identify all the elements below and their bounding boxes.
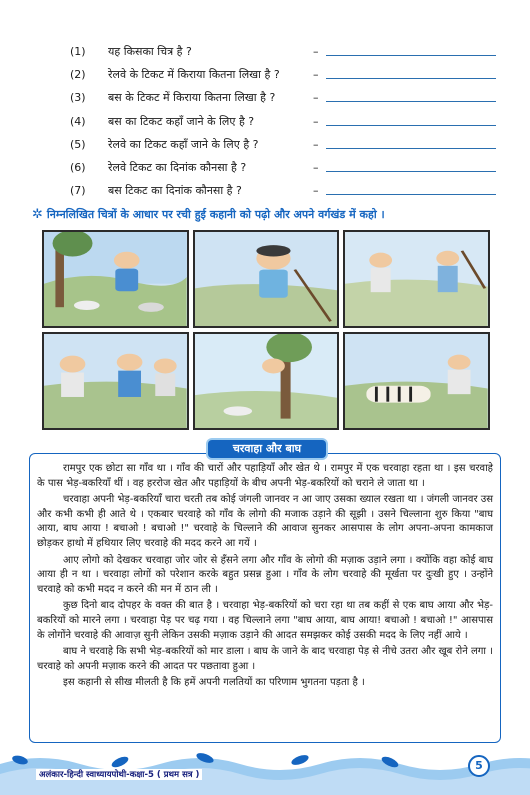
answer-line[interactable] (326, 148, 496, 149)
illustration-villagers-running (345, 232, 488, 326)
story-paragraph: कुछ दिनो बाद दोपहर के वक्त की बात है । चरवाहा भेड़-बकरियों को चरा रहा था तब कहीं से एक बाघ आया और भेड़-बकरियों को मारने लगा । चरवाहा पेड़ पर चढ़ गया । वह चिल्लाने लगा "बाघ आया, बाघ आया! बचाओ ! बचाओ !" आसपास के लोगोंने चरवाहे की आवाज़ सुनी लेकिन उसकी मज़ाक उड़ाने की आदत समझकर कोई उसकी मदद के लिए नहीं आये । (37, 600, 493, 641)
answer-line[interactable] (326, 125, 496, 126)
question-row (70, 179, 510, 202)
question-row (70, 110, 510, 133)
question-text: बस के टिकट में किराया कितना लिखा है ? (108, 91, 276, 105)
answer-dash: – (313, 160, 319, 174)
question-number: (4) (70, 114, 86, 128)
story-paragraph: बाघ ने चरवाहे कि सभी भेड़-बकरियों को मार डाला । बाघ के जाने के बाद चरवाहा पेड़ से नीचे उतरा और खूब रोने लगा । चरवाहे को अपनी मज़ाक करने की आदत पर पछतावा हुआ । (37, 646, 493, 672)
answer-line[interactable] (326, 194, 496, 195)
illustration-shepherd-laughing (44, 334, 187, 428)
answer-dash: – (313, 114, 319, 128)
answer-dash: – (313, 45, 319, 58)
question-number: (2) (70, 68, 86, 82)
answer-line[interactable] (326, 101, 496, 102)
story-paragraph: इस कहानी से सीख मीलती है कि हमें अपनी गलतियों का परिणाम भुगतना पड़ता है । (63, 677, 365, 689)
question-row (70, 156, 510, 179)
story-paragraph: चरवाहा अपनी भेड़-बकरियाँ चारा चरती तब कोई जंगली जानवर न आ जाए उसका ख्याल रखता था । जंगली जानवर उस और कभी कभी ही आते थे । एकबार चरवाहे को गाँव के लोगो की मजाक उड़ाने की सूझी । उसने चिल्लाना शुरु किया "बाघ आया, बाघ आया ! बचाओ ! बचाओ !" चरवाहे के चिल्लाने की आवाज सुनकर आसपास के लोग अपना-अपना कामकाज छोड़कर हाथो में हथियार लिए चरवाहे की मदद करने आ गयें । (37, 494, 493, 549)
star-icon: ✲ (32, 207, 43, 222)
picture-panel-6 (343, 332, 490, 430)
answer-dash: – (313, 91, 319, 105)
answer-line[interactable] (326, 78, 496, 79)
question-text: रेलवे टिकट का दिनांक कौनसा है ? (108, 160, 247, 174)
illustration-shepherd-shouting (195, 232, 338, 326)
picture-panel-4 (42, 332, 189, 430)
question-number: (7) (70, 184, 86, 198)
question-text: रेलवे के टिकट में किराया कितना लिखा है ? (108, 68, 280, 82)
question-text: बस टिकट का दिनांक कौनसा है ? (108, 184, 242, 198)
question-row (70, 133, 510, 156)
picture-panel-5 (193, 332, 340, 430)
instruction-heading (32, 207, 522, 222)
book-title: अलंकार-हिन्दी स्वाध्यायपोथी-कक्षा-5 ( प्रथम सत्र ) (36, 769, 202, 780)
question-row (70, 86, 510, 109)
question-number: (1) (70, 45, 86, 58)
answer-dash: – (313, 68, 319, 82)
story-paragraph: रामपुर एक छोटा सा गाँव था । गाँव की चारों और पहाड़ियाँ और खेत थे । रामपुर में एक चरवाहा रहता था । इस चरवाहे के पास भेड़-बकरियाँ थीं । वह हररोज खेत और पहाड़ियों के बीच अपनी भेड़-बकरियों को चराने ले जाता था । (37, 463, 493, 489)
illustration-tiger-attack (345, 334, 488, 428)
answer-line[interactable] (326, 171, 496, 172)
question-row (70, 63, 510, 86)
instruction-text: निम्नलिखित चित्रों के आधार पर रची हुई कहानी को पढ़ो और अपने वर्गखंड में कहो । (46, 208, 385, 221)
story-title: चरवाहा और बाघ (208, 440, 326, 458)
answer-dash: – (313, 137, 319, 151)
story-box (29, 453, 501, 743)
question-text: यह किसका चित्र है ? (108, 45, 192, 58)
illustration-shepherd-with-flock (44, 232, 187, 326)
question-text: रेलवे का टिकट कहाँ जाने के लिए है ? (108, 137, 259, 151)
question-number: (3) (70, 91, 86, 105)
picture-grid (42, 230, 490, 430)
question-text: बस का टिकट कहाँ जाने के लिए है ? (108, 114, 255, 128)
picture-panel-2 (193, 230, 340, 328)
question-number: (6) (70, 160, 86, 174)
answer-line[interactable] (326, 55, 496, 56)
picture-panel-3 (343, 230, 490, 328)
question-number: (5) (70, 137, 86, 151)
page-number: 5 (468, 755, 490, 777)
picture-panel-1 (42, 230, 189, 328)
illustration-shepherd-in-tree (195, 334, 338, 428)
question-list (70, 40, 510, 202)
story-paragraph: आए लोगो को देखकर चरवाहा जोर जोर से हँसने लगा और गाँव के लोगो की मज़ाक उड़ाने लगा । क्योंकि वहा कोई बाघ आया ही न था । चरवाहा लोगों को परेशान करके बहुत प्रसन्न हुआ । गाँव के लोग चरवाहे की मूर्खता पर दुःखी हुए । उन्होंने चरवाहे को कभी मदद न करने की मन में ठान ली । (37, 554, 493, 595)
answer-dash: – (313, 184, 319, 198)
question-row (70, 40, 510, 63)
